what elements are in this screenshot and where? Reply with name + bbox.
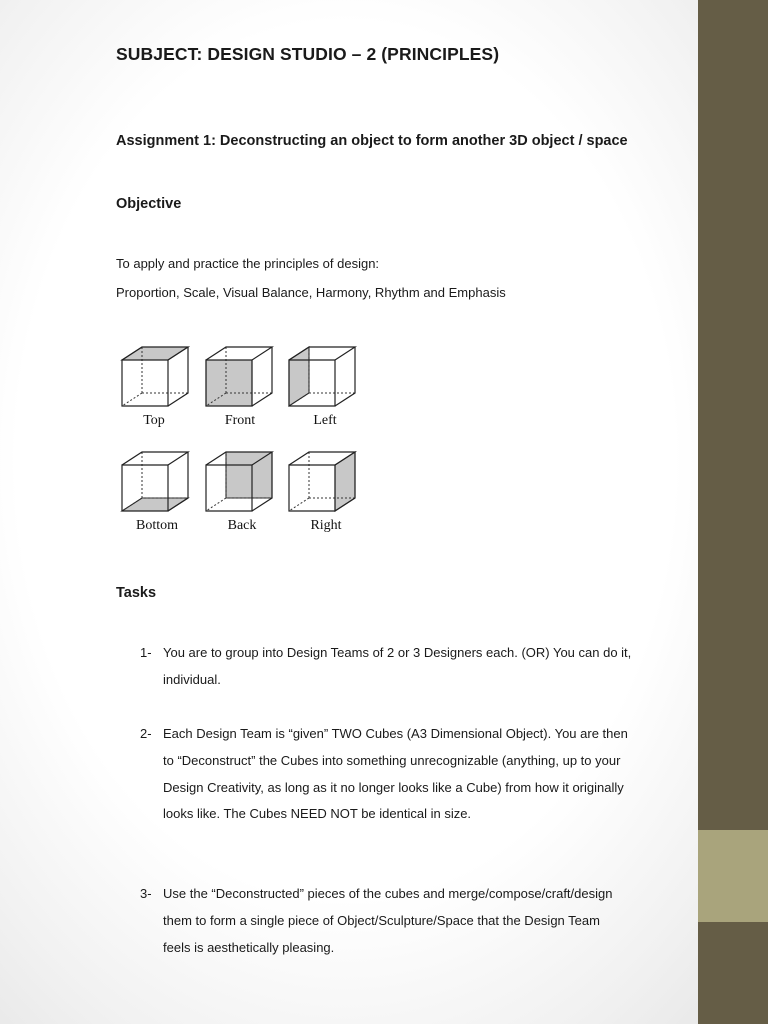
cube-front — [206, 347, 272, 406]
task-number: 3- — [140, 886, 152, 901]
objective-line-2: Proportion, Scale, Visual Balance, Harmony, Rhythm and Emphasis — [116, 285, 506, 300]
task-line: looks like. The Cubes NEED NOT be identical in size. — [163, 806, 472, 821]
task-line: Design Creativity, as long as it no longer looks like a Cube) from how it originally — [163, 780, 624, 795]
cube-faces-figure — [118, 340, 368, 545]
objective-line-1: To apply and practice the principles of design: — [116, 256, 380, 271]
task-number: 2- — [140, 726, 152, 741]
task-line: them to form a single piece of Object/Sculpture/Space that the Design Team — [163, 913, 600, 928]
decorative-sidebar-accent — [698, 830, 768, 922]
task-line: Each Design Team is “given” TWO Cubes (A3 Dimensional Object). You are then — [163, 726, 628, 741]
objective-heading: Objective — [116, 196, 182, 212]
cube-right — [289, 452, 355, 511]
cube-label-back: Back — [227, 518, 257, 533]
cube-label-left: Left — [313, 413, 337, 428]
subject-title: SUBJECT: DESIGN STUDIO – 2 (PRINCIPLES) — [116, 44, 500, 64]
cube-label-front: Front — [224, 413, 256, 428]
cube-label-bottom: Bottom — [135, 518, 179, 533]
cube-left — [289, 347, 355, 406]
task-line: feels is aesthetically pleasing. — [163, 940, 335, 955]
assignment-title: Assignment 1: Deconstructing an object to form another 3D object / space — [116, 133, 628, 149]
cube-bottom — [122, 452, 188, 511]
task-line: individual. — [163, 672, 221, 687]
tasks-heading: Tasks — [116, 585, 157, 601]
task-line: You are to group into Design Teams of 2 or 3 Designers each. (OR) You can do it, — [163, 645, 632, 660]
cube-label-right: Right — [310, 518, 342, 533]
cube-label-top: Top — [143, 413, 165, 428]
task-line: to “Deconstruct” the Cubes into something unrecognizable (anything, up to your — [163, 753, 621, 768]
task-number: 1- — [140, 645, 152, 660]
task-line: Use the “Deconstructed” pieces of the cubes and merge/compose/craft/design — [163, 886, 613, 901]
cube-top — [122, 347, 188, 406]
cube-back — [206, 452, 272, 511]
